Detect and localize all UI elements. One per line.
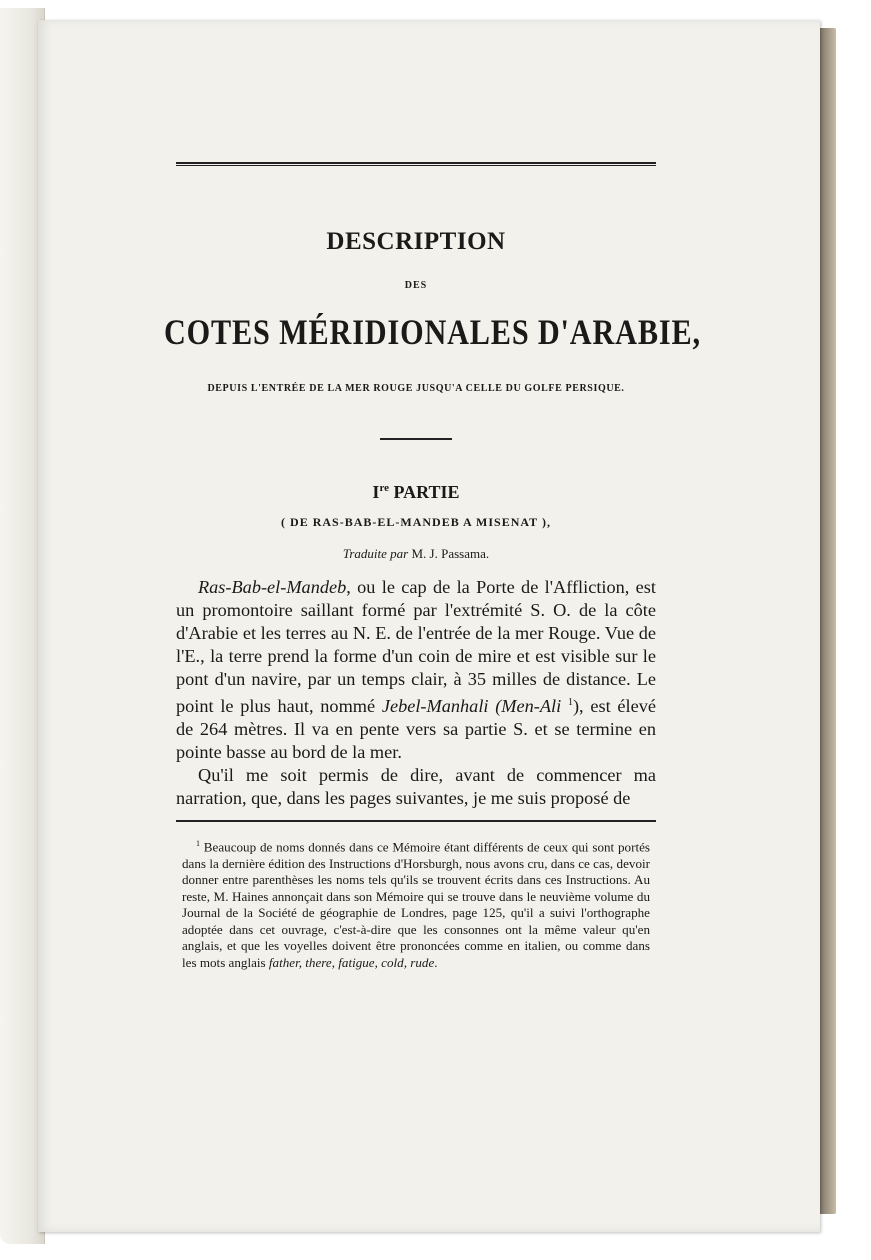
- footnote: [182, 836, 650, 971]
- mountain-name: Jebel-Manhali (Men-Ali: [381, 696, 562, 717]
- section-divider: [380, 438, 452, 440]
- part-range: ( DE RAS-BAB-EL-MANDEB A MISENAT ),: [281, 515, 551, 529]
- translator-prefix: Traduite par: [342, 546, 409, 561]
- footnote-mark: 1: [196, 839, 200, 849]
- lead-term: Ras-Bab-el-Mandeb: [198, 577, 347, 597]
- footnote-end: .: [434, 954, 438, 970]
- document-title: DESCRIPTION: [326, 228, 506, 255]
- paragraph-2: Qu'il me soit permis de dire, avant de commencer ma narration, que, dans les pages suivantes, je me suis proposé de: [176, 765, 656, 809]
- part-heading: [176, 482, 656, 503]
- body-text: [176, 576, 656, 810]
- main-title: COTES MÉRIDIONALES D'ARABIE,: [164, 312, 701, 352]
- part-number: I: [372, 482, 380, 502]
- paragraph-1: [176, 576, 656, 764]
- footnote-words: father, there, fatigue, cold, rude: [268, 954, 435, 970]
- translator-name: M. J. Passama.: [411, 546, 490, 561]
- footnote-text: Beaucoup de noms donnés dans ce Mémoire étant différents de ceux qui sont portés dans la dernière édition des Instructions d'Horsburgh, nous avons cru, dans ce cas, devoir donner entre parenthèses les noms tels qu'ils se trouvent écrits dans ces Instructions. Au reste, M. Haines annonçait dans son Mémoire qui se trouve dans le neuvième volume du Journal de la Société de géographie de Londres, page 125, qu'il a suivi l'orthographe adoptée dans cet ouvrage, c'est-à-dire que les consonnes ont la même valeur qu'en anglais, et que les voyelles doivent être prononcées comme en italien, ou comme dans les mots anglais: [182, 839, 650, 970]
- page-content: [164, 162, 701, 971]
- part-word: PARTIE: [393, 482, 460, 502]
- title-connector: DES: [404, 280, 428, 291]
- footnote-rule: [176, 820, 656, 822]
- subtitle: DEPUIS L'ENTRÉE DE LA MER ROUGE JUSQU'A CELLE DU GOLFE PERSIQUE.: [207, 383, 625, 394]
- top-rule: [176, 162, 656, 166]
- book-page: [38, 20, 820, 1232]
- part-ordinal: re: [379, 482, 390, 494]
- paragraph-1-text-b: ), est élevé de 264 mètres. Il va en pente vers sa partie S. et se termine en pointe basse au bord de la mer.: [176, 696, 656, 763]
- paragraph-1-text-a: , ou le cap de la Porte de l'Affliction, est un promontoire saillant formé par l'extrémité S. O. de la côte d'Arabie et les terres au N. E. de l'entrée de la mer Rouge. Vue de l'E., la terre prend la forme d'un coin de mire et est visible sur le pont d'un navire, par un temps clair, à 35 milles de distance. Le point le plus haut, nommé: [176, 577, 656, 717]
- translator-line: [176, 546, 656, 562]
- footnote-reference[interactable]: 1: [567, 697, 573, 708]
